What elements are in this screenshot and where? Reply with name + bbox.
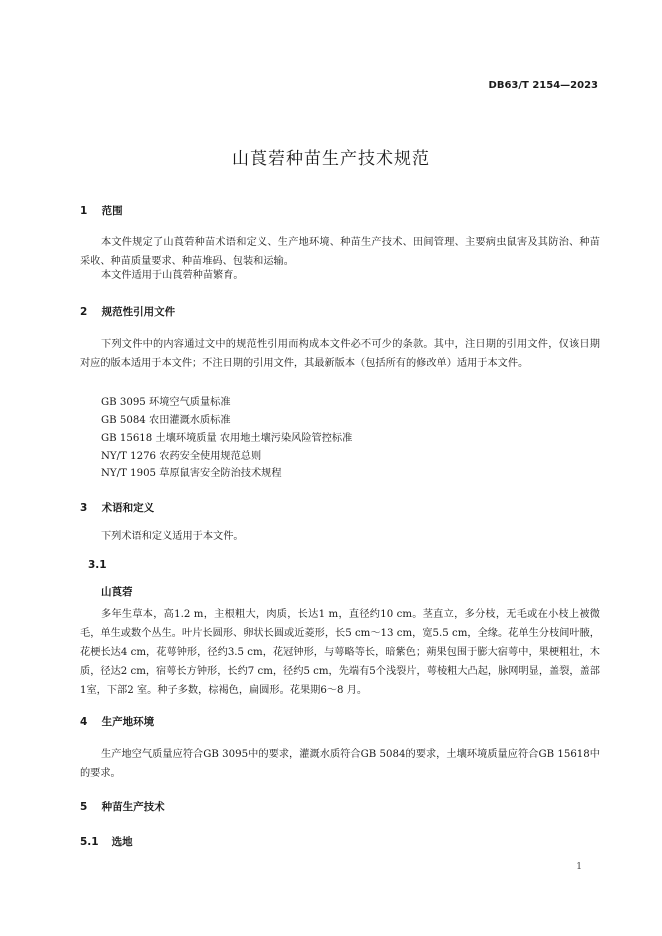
- section-1-title: 范围: [101, 205, 123, 217]
- section-3-paragraph-1: 下列术语和定义适用于本文件。: [101, 531, 244, 542]
- section-4-number: 4: [80, 716, 88, 728]
- reference-item: GB 5084 农田灌溉水质标准: [101, 415, 231, 426]
- section-1-paragraph-2: 本文件适用于山莨菪种苗繁育。: [101, 270, 244, 281]
- subsection-3-1-number: 3.1: [88, 559, 107, 571]
- subsection-5-1-number: 5.1: [80, 836, 99, 848]
- page-number: 1: [576, 862, 582, 872]
- term-definition: 多年生草本，高1.2 m，主根粗大，肉质，长达1 m，直径约10 cm。茎直立，多分枝，无毛或在小枝上被微毛，单生或数个丛生。叶片长圆形、卵状长圆或近菱形，长5 cm～13 cm，宽5.5 cm，全缘。花单生分枝间叶腋，花梗长达4 cm，花萼钟形，径约3.5 cm，花冠钟形，与萼略等长，暗紫色；蒴果包围于膨大宿萼中，果梗粗壮，木质，径达2 cm，宿萼长方钟形，长约7 cm，径约5 cm，先端有5个浅裂片，萼棱粗大凸起，脉网明显，盖裂，盖部1室，下部2 室。种子多数，棕褐色，扁圆形。花果期6～8 月。: [80, 609, 600, 696]
- reference-item: NY/T 1276 农药安全使用规范总则: [101, 451, 262, 462]
- subsection-5-1-title: 选地: [111, 836, 133, 848]
- section-1-number: 1: [80, 205, 88, 217]
- section-3-heading: [80, 500, 154, 515]
- reference-item: NY/T 1905 草原鼠害安全防治技术规程: [101, 468, 282, 479]
- section-3-number: 3: [80, 502, 88, 514]
- standard-number: DB63/T 2154—2023: [488, 80, 598, 91]
- reference-item: GB 15618 土壤环境质量 农用地土壤污染风险管控标准: [101, 433, 353, 444]
- section-5-title: 种苗生产技术: [101, 801, 165, 813]
- subsection-5-1-heading: [80, 834, 133, 849]
- section-2-number: 2: [80, 306, 88, 318]
- section-2-title: 规范性引用文件: [101, 306, 176, 318]
- section-2-heading: [80, 304, 175, 319]
- section-2-paragraph-1: 下列文件中的内容通过文中的规范性引用而构成本文件必不可少的条款。其中，注日期的引用文件，仅该日期对应的版本适用于本文件；不注日期的引用文件，其最新版本（包括所有的修改单）适用于本文件。: [80, 339, 600, 369]
- section-4-paragraph-1: 生产地空气质量应符合GB 3095中的要求，灌溉水质符合GB 5084的要求，土壤环境质量应符合GB 15618中的要求。: [80, 749, 600, 779]
- section-5-number: 5: [80, 801, 88, 813]
- section-1-heading: [80, 203, 123, 218]
- reference-item: GB 3095 环境空气质量标准: [101, 397, 231, 408]
- section-4-heading: [80, 714, 154, 729]
- section-5-heading: [80, 799, 165, 814]
- section-1-paragraph-1: 本文件规定了山莨菪种苗术语和定义、生产地环境、种苗生产技术、田间管理、主要病虫鼠害及其防治、种苗采收、种苗质量要求、种苗堆码、包装和运输。: [80, 237, 600, 267]
- document-title: 山莨菪种苗生产技术规范: [232, 149, 430, 169]
- section-3-title: 术语和定义: [101, 502, 155, 514]
- term-name: 山莨菪: [101, 586, 133, 598]
- section-4-title: 生产地环境: [101, 716, 155, 728]
